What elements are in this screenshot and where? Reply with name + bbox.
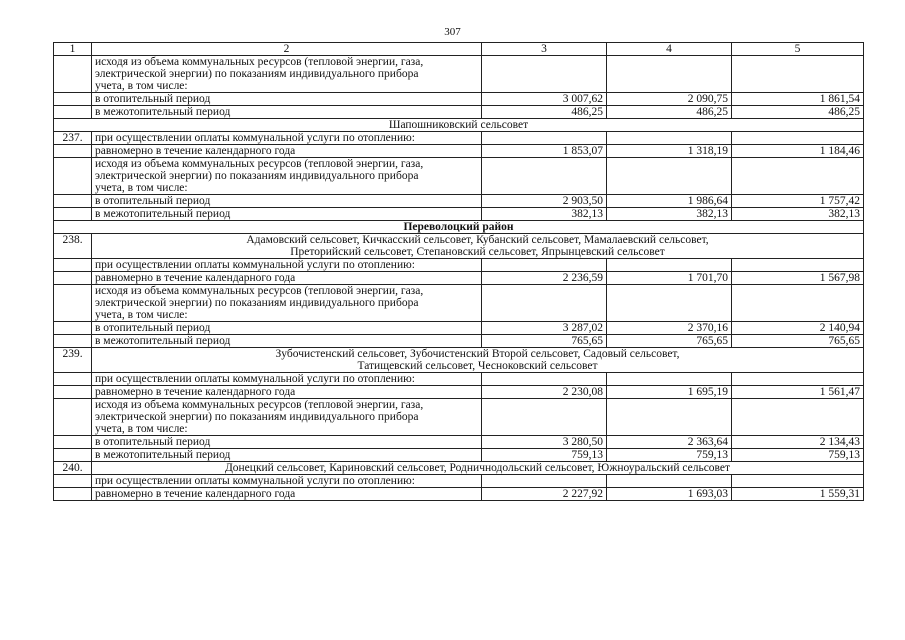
value-cell: 1 853,07 [482, 145, 607, 158]
table-row [54, 285, 864, 322]
label-line: учета, в том числе: [95, 309, 188, 321]
row-label: равномерно в течение календарного года [92, 386, 482, 399]
value-cell: 1 318,19 [607, 145, 732, 158]
table-row [54, 259, 864, 272]
row-label: в межотопительный период [92, 335, 482, 348]
group-title [92, 462, 864, 475]
row-number [54, 449, 92, 462]
value-cell: 1 559,31 [732, 488, 864, 501]
value-cell: 382,13 [607, 208, 732, 221]
value-cell [607, 285, 732, 322]
value-cell [607, 56, 732, 93]
value-cell: 486,25 [482, 106, 607, 119]
value-cell [732, 56, 864, 93]
value-cell: 765,65 [607, 335, 732, 348]
value-cell: 2 140,94 [732, 322, 864, 335]
row-number [54, 195, 92, 208]
table-row [54, 56, 864, 93]
value-cell: 1 693,03 [607, 488, 732, 501]
value-cell [482, 285, 607, 322]
header-cell: 1 [54, 43, 92, 56]
value-cell: 2 370,16 [607, 322, 732, 335]
value-cell: 765,65 [482, 335, 607, 348]
row-number [54, 322, 92, 335]
row-number: 240. [54, 462, 92, 475]
value-cell [482, 259, 607, 272]
row-number [54, 272, 92, 285]
value-cell [607, 373, 732, 386]
header-row [54, 43, 864, 56]
row-number [54, 488, 92, 501]
label-line: учета, в том числе: [95, 182, 188, 194]
value-cell [732, 259, 864, 272]
table-row [54, 158, 864, 195]
row-label [92, 56, 482, 93]
value-cell [607, 475, 732, 488]
row-label: при осуществлении оплаты коммунальной услуги по отоплению: [92, 132, 482, 145]
row-label: равномерно в течение календарного года [92, 272, 482, 285]
value-cell: 486,25 [732, 106, 864, 119]
table-row [54, 449, 864, 462]
table-row [54, 272, 864, 285]
row-label [92, 399, 482, 436]
row-label [92, 285, 482, 322]
region-title: Переволоцкий район [54, 221, 864, 234]
row-label: при осуществлении оплаты коммунальной услуги по отоплению: [92, 373, 482, 386]
table-row [54, 373, 864, 386]
label-line: учета, в том числе: [95, 423, 188, 435]
row-number: 239. [54, 348, 92, 373]
table-row [54, 322, 864, 335]
row-number [54, 259, 92, 272]
value-cell [607, 158, 732, 195]
value-cell: 759,13 [482, 449, 607, 462]
row-label: в отопительный период [92, 322, 482, 335]
value-cell [607, 259, 732, 272]
header-cell: 4 [607, 43, 732, 56]
value-cell: 2 236,59 [482, 272, 607, 285]
value-cell [482, 56, 607, 93]
table-row [54, 386, 864, 399]
table-row [54, 488, 864, 501]
value-cell: 2 090,75 [607, 93, 732, 106]
header-cell: 2 [92, 43, 482, 56]
value-cell [482, 399, 607, 436]
row-label: в отопительный период [92, 93, 482, 106]
section-title: Шапошниковский сельсовет [54, 119, 864, 132]
row-number [54, 208, 92, 221]
value-cell [732, 373, 864, 386]
tariff-table [53, 42, 864, 501]
row-label: равномерно в течение календарного года [92, 488, 482, 501]
value-cell: 2 363,64 [607, 436, 732, 449]
row-number [54, 56, 92, 93]
value-cell: 2 134,43 [732, 436, 864, 449]
row-number [54, 475, 92, 488]
row-number [54, 145, 92, 158]
value-cell: 765,65 [732, 335, 864, 348]
value-cell: 486,25 [607, 106, 732, 119]
row-number [54, 436, 92, 449]
table-row [54, 132, 864, 145]
value-cell [482, 373, 607, 386]
label-line: электрической энергии) по показаниям индивидуального прибора [95, 297, 419, 309]
header-cell: 3 [482, 43, 607, 56]
value-cell: 1 567,98 [732, 272, 864, 285]
table-row [54, 145, 864, 158]
table-row [54, 335, 864, 348]
row-number [54, 93, 92, 106]
value-cell [482, 158, 607, 195]
value-cell: 1 561,47 [732, 386, 864, 399]
label-line: учета, в том числе: [95, 80, 188, 92]
value-cell: 382,13 [732, 208, 864, 221]
value-cell [607, 399, 732, 436]
group-line: Донецкий сельсовет, Кариновский сельсовет, Родничнодольский сельсовет, Южноуральский сельсовет [224, 462, 731, 474]
table-row [54, 106, 864, 119]
table-row [54, 208, 864, 221]
value-cell: 1 695,19 [607, 386, 732, 399]
row-number [54, 399, 92, 436]
row-label: в отопительный период [92, 436, 482, 449]
value-cell [482, 475, 607, 488]
value-cell [607, 132, 732, 145]
row-label: в межотопительный период [92, 208, 482, 221]
row-number [54, 373, 92, 386]
value-cell [732, 158, 864, 195]
table-row [54, 93, 864, 106]
row-number [54, 106, 92, 119]
group-row [54, 462, 864, 475]
value-cell: 2 227,92 [482, 488, 607, 501]
row-label: в отопительный период [92, 195, 482, 208]
value-cell [482, 132, 607, 145]
row-label: в межотопительный период [92, 106, 482, 119]
value-cell: 759,13 [732, 449, 864, 462]
row-label [92, 158, 482, 195]
group-line: Преторийский сельсовет, Степановский сельсовет, Япрынцевский сельсовет [290, 246, 665, 258]
row-label: при осуществлении оплаты коммунальной услуги по отоплению: [92, 259, 482, 272]
value-cell: 759,13 [607, 449, 732, 462]
group-line: Татищевский сельсовет, Чесноковский сельсовет [357, 360, 598, 372]
value-cell: 2 903,50 [482, 195, 607, 208]
label-line: исходя из объема коммунальных ресурсов (тепловой энергии, газа, [95, 158, 424, 170]
table-row [54, 436, 864, 449]
row-number [54, 335, 92, 348]
group-row [54, 234, 864, 259]
value-cell [732, 132, 864, 145]
value-cell: 3 007,62 [482, 93, 607, 106]
row-number: 237. [54, 132, 92, 145]
group-line: Адамовский сельсовет, Кичкасский сельсовет, Кубанский сельсовет, Мамалаевский сельсовет, [246, 234, 709, 246]
row-label: при осуществлении оплаты коммунальной услуги по отоплению: [92, 475, 482, 488]
value-cell: 1 861,54 [732, 93, 864, 106]
table-row [54, 399, 864, 436]
table-row [54, 475, 864, 488]
group-title [92, 234, 864, 259]
value-cell: 1 184,46 [732, 145, 864, 158]
section-row [54, 119, 864, 132]
value-cell: 3 287,02 [482, 322, 607, 335]
value-cell: 1 701,70 [607, 272, 732, 285]
label-line: исходя из объема коммунальных ресурсов (тепловой энергии, газа, [95, 399, 424, 411]
row-label: в межотопительный период [92, 449, 482, 462]
group-title [92, 348, 864, 373]
label-line: электрической энергии) по показаниям индивидуального прибора [95, 411, 419, 423]
value-cell: 382,13 [482, 208, 607, 221]
page-number: 307 [444, 26, 461, 38]
group-line: Зубочистенский сельсовет, Зубочистенский Второй сельсовет, Садовый сельсовет, [275, 348, 680, 360]
value-cell: 3 280,50 [482, 436, 607, 449]
row-number [54, 285, 92, 322]
value-cell: 1 757,42 [732, 195, 864, 208]
label-line: электрической энергии) по показаниям индивидуального прибора [95, 68, 419, 80]
region-row [54, 221, 864, 234]
table-row [54, 195, 864, 208]
label-line: электрической энергии) по показаниям индивидуального прибора [95, 170, 419, 182]
label-line: исходя из объема коммунальных ресурсов (тепловой энергии, газа, [95, 285, 424, 297]
row-number: 238. [54, 234, 92, 259]
label-line: исходя из объема коммунальных ресурсов (тепловой энергии, газа, [95, 56, 424, 68]
value-cell: 1 986,64 [607, 195, 732, 208]
value-cell [732, 285, 864, 322]
row-number [54, 158, 92, 195]
header-cell: 5 [732, 43, 864, 56]
group-row [54, 348, 864, 373]
value-cell [732, 399, 864, 436]
row-label: равномерно в течение календарного года [92, 145, 482, 158]
row-number [54, 386, 92, 399]
value-cell: 2 230,08 [482, 386, 607, 399]
value-cell [732, 475, 864, 488]
